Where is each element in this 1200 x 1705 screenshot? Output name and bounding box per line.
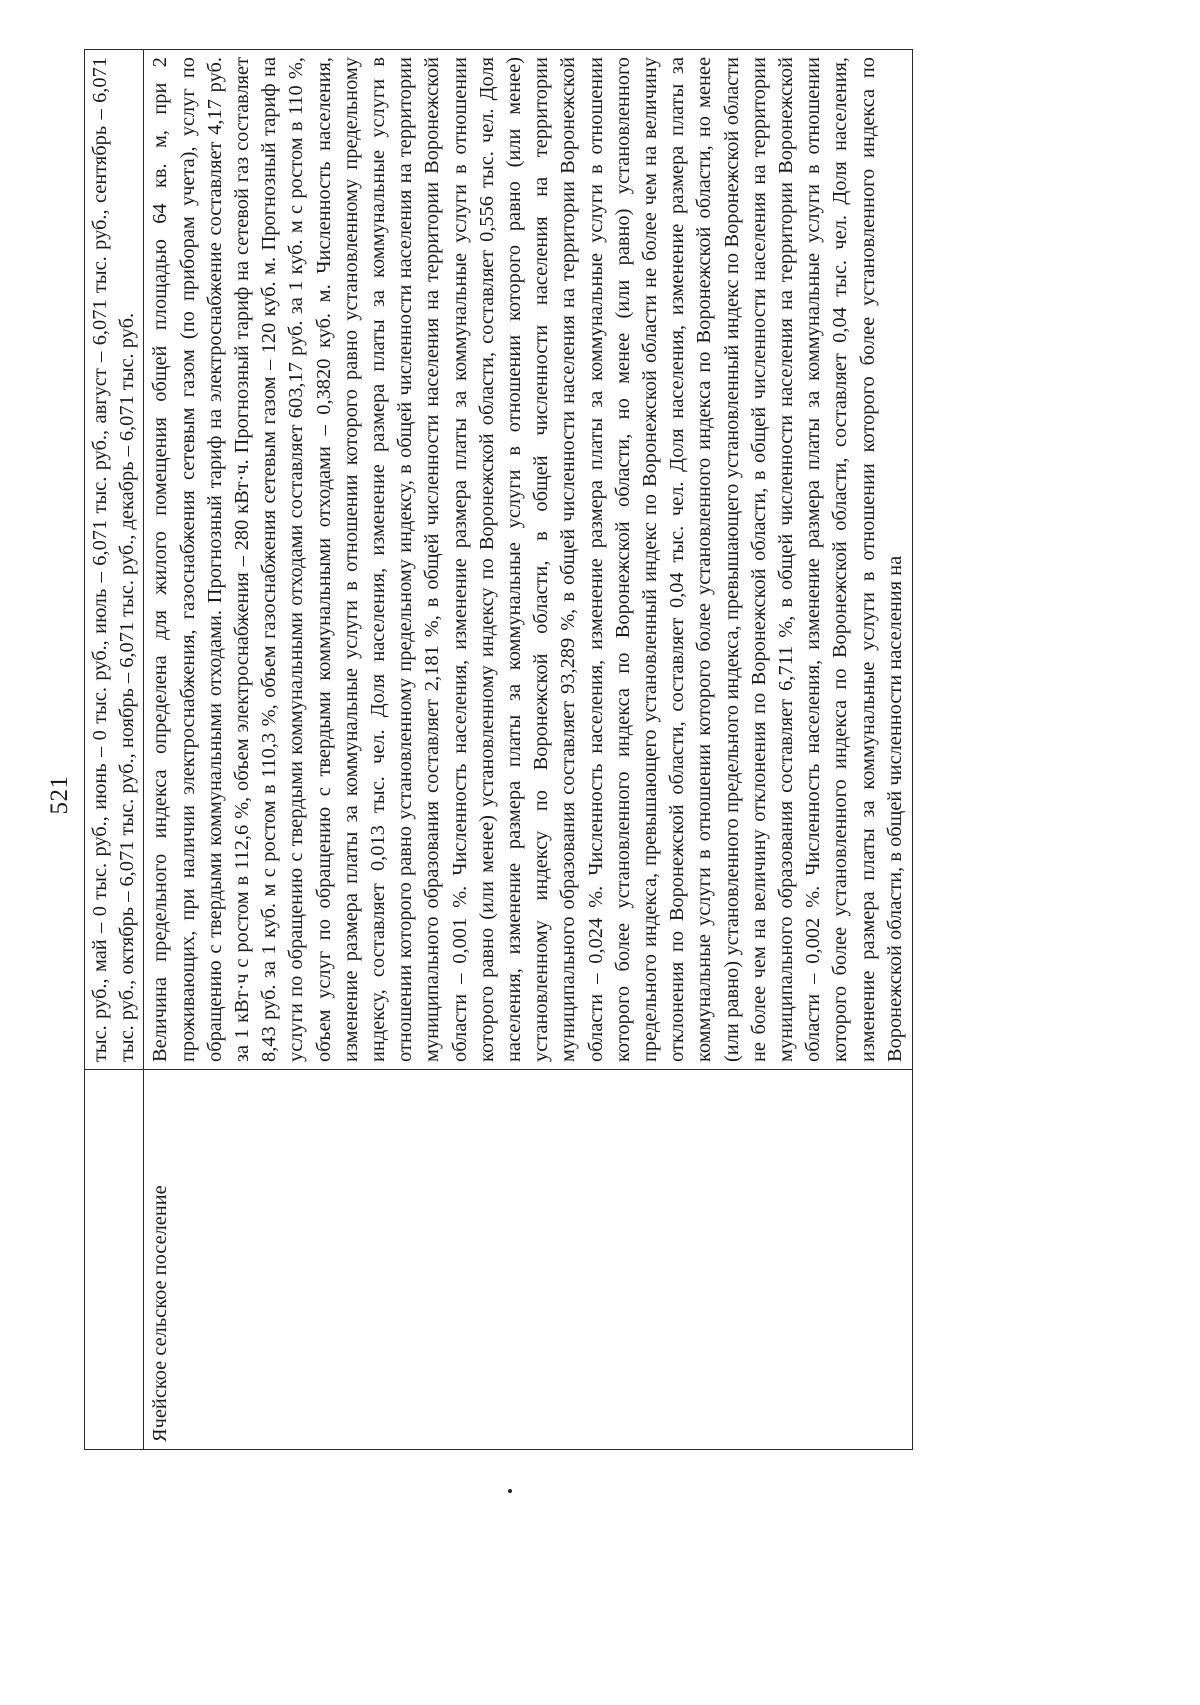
document-table — [84, 49, 913, 1450]
settlement-name-cell: Ячейское сельское поселение — [144, 1070, 913, 1450]
table-row — [144, 50, 913, 1450]
page-number: 521 — [46, 775, 73, 815]
settlement-name-cell — [85, 1070, 144, 1450]
description-cell: тыс. руб., май – 0 тыс. руб., июнь – 0 тыс. руб., июль – 6,071 тыс. руб., август – 6,071 тыс. руб., сентябрь – 6,071 тыс. руб., октябрь – 6,071 тыс. руб., ноябрь – 6,071 тыс. руб., декабрь – 6,071 тыс. руб. — [85, 50, 144, 1070]
description-cell: Величина предельного индекса определена для жилого помещения общей площадью 64 кв. м, при 2 проживающих, при наличии электроснабжения, газоснабжения сетевым газом (по приборам учета), услуг по обращению с твердыми коммунальными отходами. Прогнозный тариф на электроснабжение составляет 4,17 руб. за 1 кВт·ч с ростом в 112,6 %, объем электроснабжения – 280 кВт·ч. Прогнозный тариф на сетевой газ составляет 8,43 руб. за 1 куб. м с ростом в 110,3 %, объем газоснабжения сетевым газом – 120 куб. м. Прогнозный тариф на услуги по обращению с твердыми коммунальными отходами составляет 603,17 руб. за 1 куб. м с ростом в 110 %, объем услуг по обращению с твердыми коммунальными отходами – 0,3820 куб. м. Численность населения, изменение размера платы за коммунальные услуги в отношении которого равно установленному предельному индексу, составляет 0,013 тыс. чел. Доля населения, изменение размера платы за коммунальные услуги в отношении которого равно установленному предельному индексу, в общей численности населения на территории муниципального образования составляет 2,181 %, в общей численности населения на территории Воронежской области – 0,001 %. Численность населения, изменение размера платы за коммунальные услуги в отношении которого равно (или менее) установленному индексу по Воронежской области, составляет 0,556 тыс. чел. Доля населения, изменение размера платы за коммунальные услуги в отношении которого равно (или менее) установленному индексу по Воронежской области, в общей численности населения на территории муниципального образования составляет 93,289 %, в общей численности населения на территории Воронежской области – 0,024 %. Численность населения, изменение размера платы за коммунальные услуги в отношении которого более установленного индекса по Воронежской области, но менее (или равно) установленного предельного индекса, превышающего установленный индекс по Воронежской области не более чем на величину отклонения по Воронежской области, составляет 0,04 тыс. чел. Доля населения, изменение размера платы за коммунальные услуги в отношении которого более установленного индекса по Воронежской области, но менее (или равно) установленного предельного индекса, превышающего установленный индекс по Воронежской области не более чем на величину отклонения по Воронежской области, в общей численности населения на территории муниципального образования составляет 6,711 %, в общей численности населения на территории Воронежской области – 0,002 %. Численность населения, изменение размера платы за коммунальные услуги в отношении которого более установленного индекса по Воронежской области, составляет 0,04 тыс. чел. Доля населения, изменение размера платы за коммунальные услуги в отношении которого более установленного индекса по Воронежской области, в общей численности населения на — [144, 50, 913, 1070]
table-row — [85, 50, 144, 1450]
scan-dot-mark — [508, 1489, 512, 1493]
